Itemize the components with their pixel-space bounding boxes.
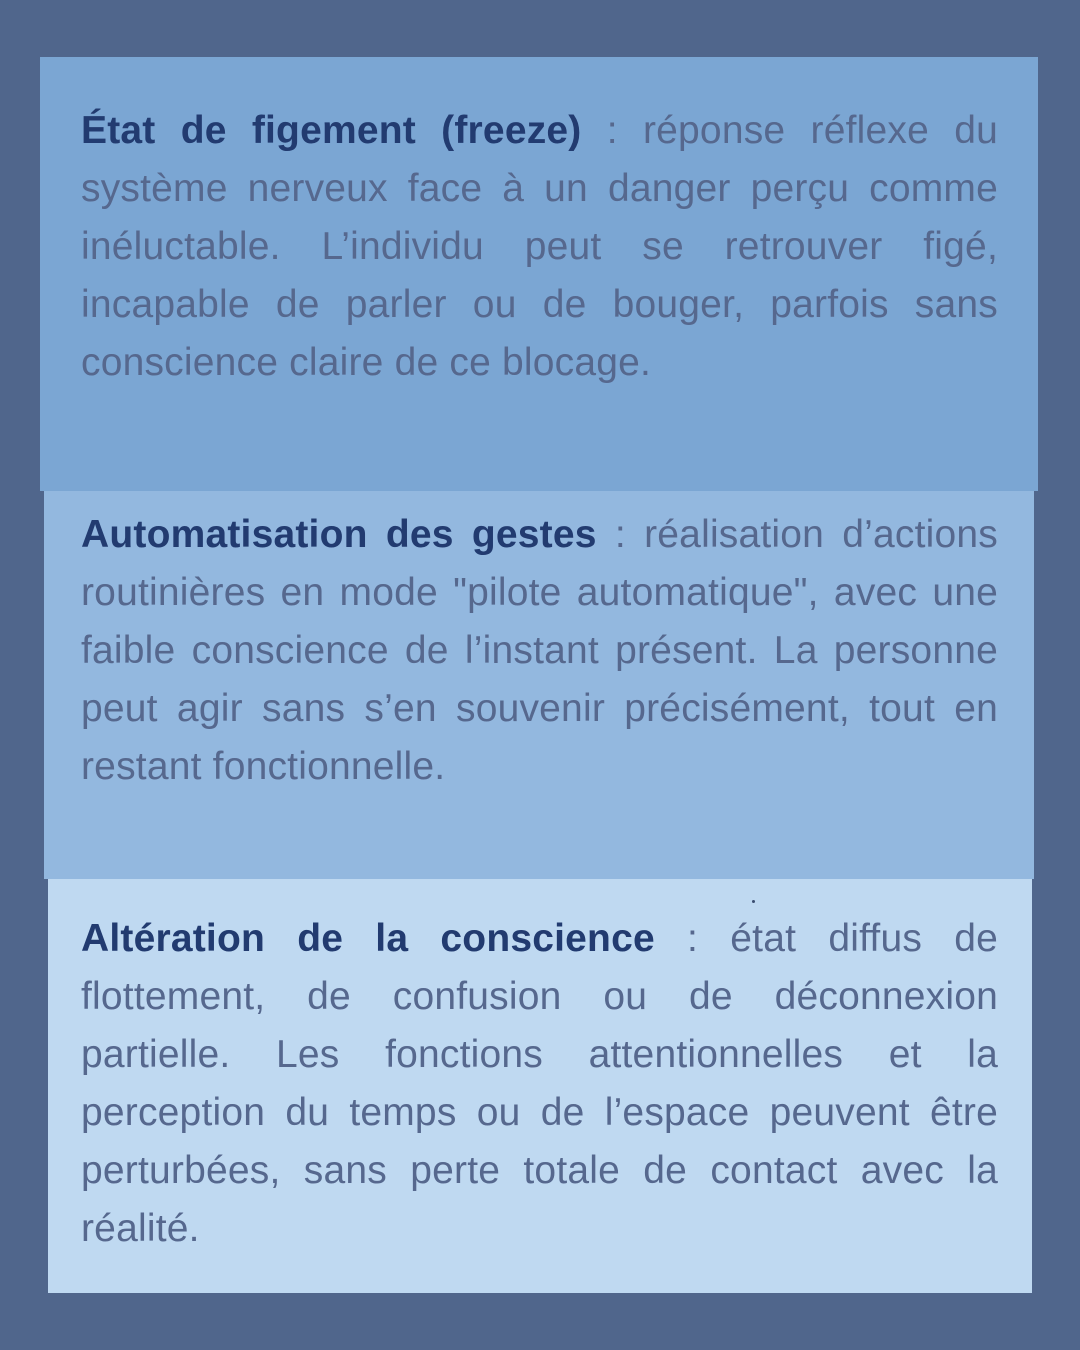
definition-automatisation [81,506,998,796]
definition-text: réalisation d’actions routinières en mode "pilote automatique", avec une faible conscience de l’instant présent. La personne peut agir sans s’en souvenir précisément, tout en restant fonctionnelle. [81,513,999,788]
definition-text: état diffus de flottement, de confusion ou de déconnexion partielle. Les fonctions attentionnelles et la perception du temps ou de l’espace peuvent être perturbées, sans perte totale de contact avec la réalité. [81,917,998,1250]
definition-separator: : [581,109,643,152]
definition-term: Altération de la conscience [81,917,655,960]
decorative-dot [752,900,755,903]
definition-term: État de figement (freeze) [81,109,582,152]
definition-term: Automatisation des gestes [81,513,597,556]
definition-text: réponse réflexe du système nerveux face à un danger perçu comme inéluctable. L’individu peut se retrouver figé, incapable de parler ou de bouger, parfois sans conscience claire de ce blocage. [81,109,998,384]
definition-alteration [81,910,998,1258]
definition-separator: : [596,513,645,556]
definition-freeze [81,102,998,392]
definition-separator: : [654,917,731,960]
